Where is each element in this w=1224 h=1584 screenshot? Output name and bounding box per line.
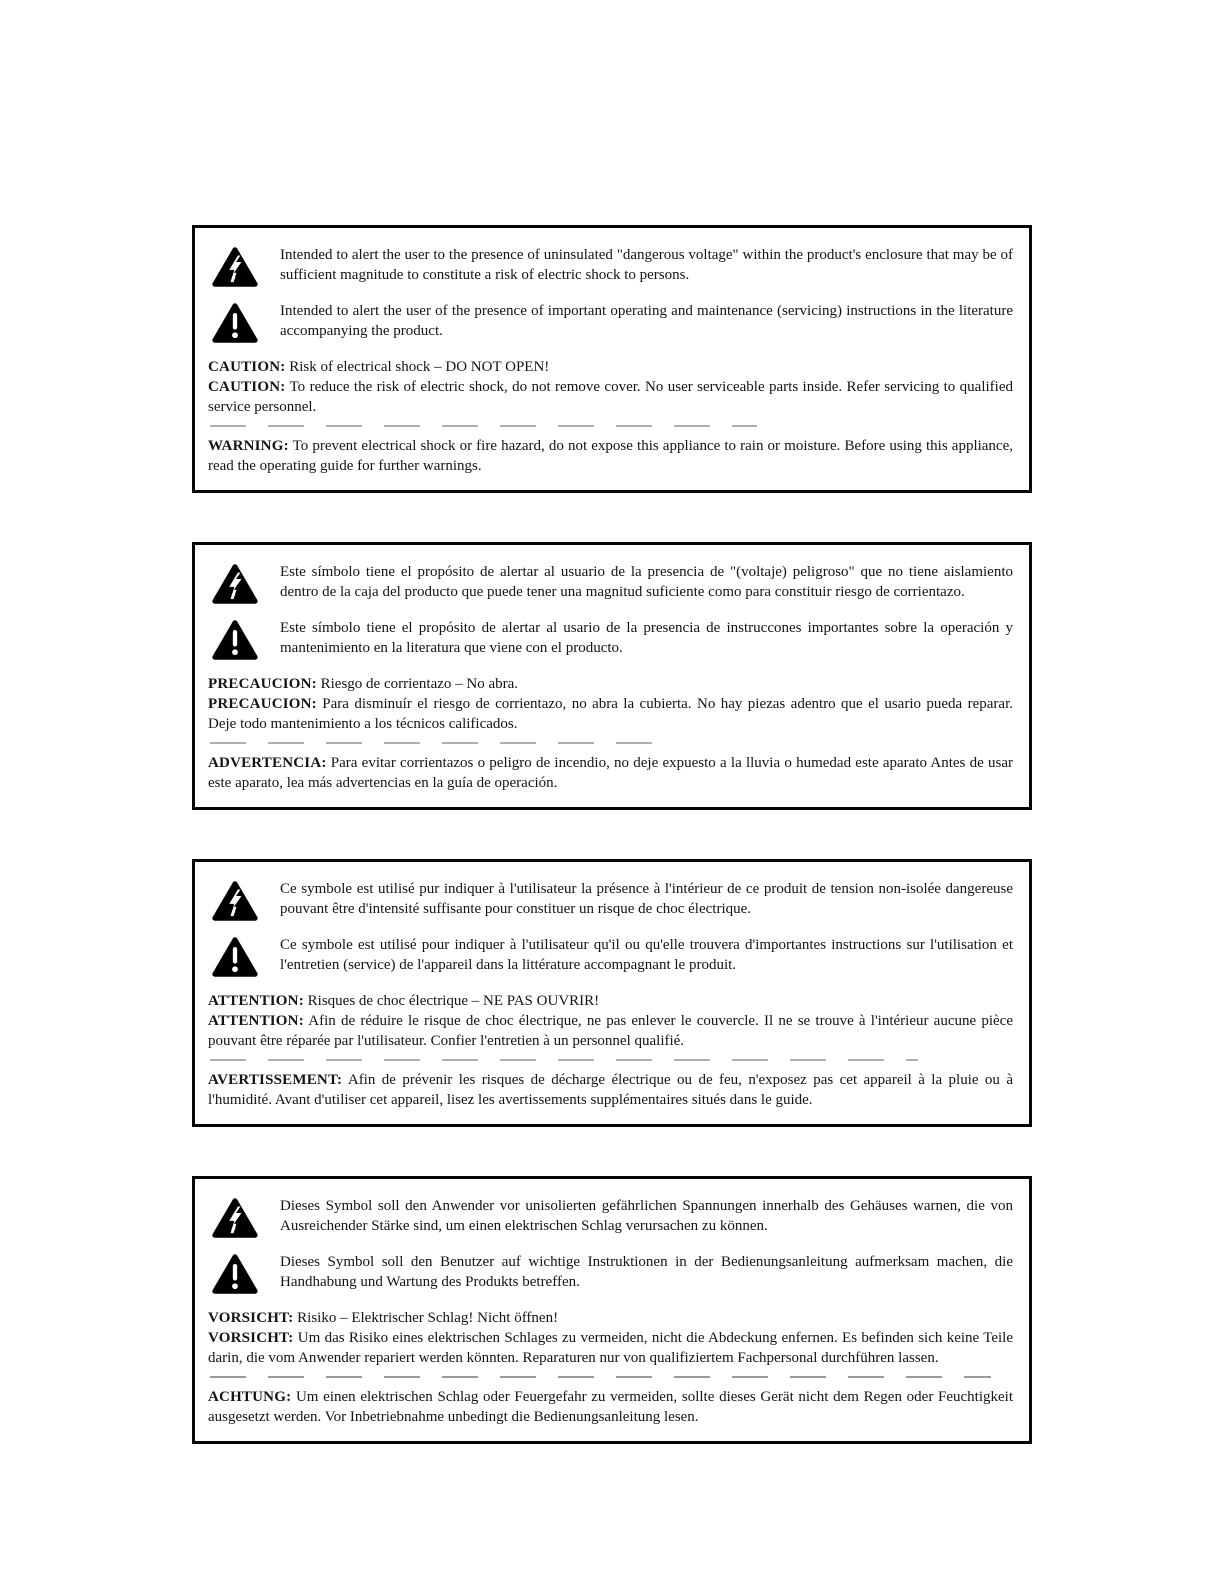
warning-paragraph: [208, 1387, 1013, 1427]
caution-text: Para disminuír el riesgo de corrientazo, no abra la cubierta. No hay piezas adentro que el usario pueda reparar. Deje todo mantenimiento a los técnicos calificados.: [208, 696, 1013, 732]
exclamation-triangle-icon: [208, 618, 259, 661]
caution-line: [208, 1308, 1013, 1328]
symbol-description: Este símbolo tiene el propósito de alertar al usario de la presencia de instruccones importantes sobre la operación y mantenimiento en la literatura que viene con el producto.: [280, 620, 1013, 656]
symbol-row: [208, 245, 1013, 288]
caution-section: [208, 991, 1013, 1051]
caution-text: Risques de choc électrique – NE PAS OUVRIR!: [307, 993, 600, 1009]
caution-text: To reduce the risk of electric shock, do not remove cover. No user serviceable parts inside. Refer servicing to qualified service personnel.: [208, 379, 1013, 415]
caution-section: [208, 1308, 1013, 1368]
warning-box-french: [192, 859, 1032, 1127]
caution-line: [208, 694, 1013, 734]
exclamation-triangle-icon: [208, 1252, 259, 1295]
warning-boxes-column: [192, 225, 1032, 1493]
symbol-row: [208, 879, 1013, 922]
warning-text: Um einen elektrischen Schlag oder Feuergefahr zu vermeiden, sollte dieses Gerät nicht dem Regen oder Feuchtigkeit ausgesetzt werden. Vor Inbetriebnahme unbedingt die Bedienungsanleitung lesen.: [208, 1389, 1013, 1425]
caution-text: Risk of electrical shock – DO NOT OPEN!: [289, 359, 550, 375]
warning-paragraph: [208, 753, 1013, 793]
scan-divider-line: [210, 1376, 991, 1378]
symbol-row: [208, 562, 1013, 605]
caution-section: [208, 674, 1013, 734]
symbol-description: Dieses Symbol soll den Anwender vor unisolierten gefährlichen Spannungen innerhalb des Gehäuses warnen, die von Ausreichender Stärke sind, um einen elektrischen Schlag verursachen zu können.: [280, 1198, 1013, 1234]
caution-label: ATTENTION:: [208, 993, 304, 1009]
warning-paragraph: [208, 1070, 1013, 1110]
caution-line: [208, 1011, 1013, 1051]
warning-box-german: [192, 1176, 1032, 1444]
warning-label: WARNING:: [208, 438, 289, 454]
symbol-description: Ce symbole est utilisé pur indiquer à l'utilisateur la présence à l'intérieur de ce produit de tension non-isolée dangereuse pouvant être d'intensité suffisante pour constituer un risque de choc électrique.: [280, 881, 1013, 917]
exclamation-triangle-icon: [208, 301, 259, 344]
caution-text: Risiko – Elektrischer Schlag! Nicht öffnen!: [297, 1310, 559, 1326]
caution-label: ATTENTION:: [208, 1013, 304, 1029]
caution-section: [208, 357, 1013, 417]
caution-text: Riesgo de corrientazo – No abra.: [320, 676, 519, 692]
lightning-triangle-icon: [208, 245, 259, 288]
scan-divider-line: [210, 425, 757, 427]
caution-line: [208, 674, 1013, 694]
symbol-row: [208, 935, 1013, 978]
caution-label: CAUTION:: [208, 379, 286, 395]
lightning-triangle-icon: [208, 1196, 259, 1239]
symbol-row: [208, 301, 1013, 344]
warning-box-spanish: [192, 542, 1032, 810]
warning-text: Para evitar corrientazos o peligro de incendio, no deje expuesto a la lluvia o humedad este aparato Antes de usar este aparato, lea más advertencias en la guía de operación.: [208, 755, 1013, 791]
lightning-triangle-icon: [208, 562, 259, 605]
symbol-description: Este símbolo tiene el propósito de alertar al usuario de la presencia de "(voltaje) peligroso" que no tiene aislamiento dentro de la caja del producto que puede tener una magnitud suficiente como para constituir riesgo de corrientazo.: [280, 564, 1013, 600]
symbol-row: [208, 1252, 1013, 1295]
caution-line: [208, 991, 1013, 1011]
scan-divider-line: [210, 1059, 918, 1061]
warning-text: Afin de prévenir les risques de décharge électrique ou de feu, n'exposez pas cet appareil à la pluie ou à l'humidité. Avant d'utiliser cet appareil, lisez les avertissements supplémentaires situés dans le guide.: [208, 1072, 1013, 1108]
warning-text: To prevent electrical shock or fire hazard, do not expose this appliance to rain or moisture. Before using this appliance, read the operating guide for further warnings.: [208, 438, 1013, 474]
symbol-row: [208, 1196, 1013, 1239]
symbol-row: [208, 618, 1013, 661]
caution-line: [208, 1328, 1013, 1368]
symbol-description: Intended to alert the user of the presence of important operating and maintenance (servicing) instructions in the literature accompanying the product.: [280, 303, 1013, 339]
warning-paragraph: [208, 436, 1013, 476]
caution-label: PRECAUCION:: [208, 696, 317, 712]
symbol-description: Dieses Symbol soll den Benutzer auf wichtige Instruktionen in der Bedienungsanleitung aufmerksam machen, die Handhabung und Wartung des Produkts betreffen.: [280, 1254, 1013, 1290]
warning-label: ACHTUNG:: [208, 1389, 292, 1405]
scan-divider-line: [210, 742, 661, 744]
caution-label: PRECAUCION:: [208, 676, 317, 692]
warning-label: ADVERTENCIA:: [208, 755, 327, 771]
caution-text: Afin de réduire le risque de choc électrique, ne pas enlever le couvercle. Il ne se trouve à l'intérieur aucune pièce pouvant être réparée par l'utilisateur. Confier l'entretien à un personnel qualifié.: [208, 1013, 1013, 1049]
caution-label: VORSICHT:: [208, 1310, 294, 1326]
warning-label: AVERTISSEMENT:: [208, 1072, 343, 1088]
warning-box-english: [192, 225, 1032, 493]
caution-label: VORSICHT:: [208, 1330, 294, 1346]
caution-label: CAUTION:: [208, 359, 286, 375]
caution-line: [208, 357, 1013, 377]
symbol-description: Ce symbole est utilisé pour indiquer à l'utilisateur qu'il ou qu'elle trouvera d'importantes instructions sur l'utilisation et l'entretien (service) de l'appareil dans la littérature accompagnant le produit.: [280, 937, 1013, 973]
lightning-triangle-icon: [208, 879, 259, 922]
caution-text: Um das Risiko eines elektrischen Schlages zu vermeiden, nicht die Abdeckung enfernen. Es befinden sich keine Teile darin, die vom Anwender repariert werden könnten. Reparaturen nur von qualifiziertem Fachpersonal durchführen lassen.: [208, 1330, 1014, 1366]
caution-line: [208, 377, 1013, 417]
exclamation-triangle-icon: [208, 935, 259, 978]
symbol-description: Intended to alert the user to the presence of uninsulated "dangerous voltage" within the product's enclosure that may be of sufficient magnitude to constitute a risk of electric shock to persons.: [280, 247, 1013, 283]
